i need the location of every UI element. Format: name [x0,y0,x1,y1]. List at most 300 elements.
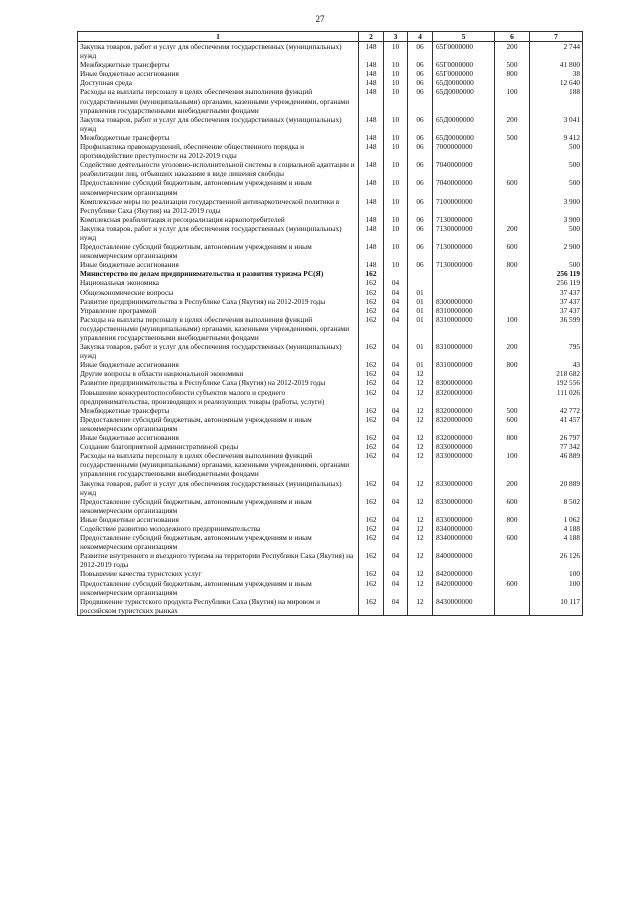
row-csr-cell: 8420000000 [433,569,495,578]
row-name-cell: Межбюджетные трансферты [78,133,359,142]
table-row [78,297,583,306]
row-rz-cell: 04 [384,433,408,442]
row-gr-cell: 162 [359,342,384,360]
row-name-cell: Продвижение туристского продукта Республики Саха (Якутия) на мировом и российском туристских рынках [78,597,359,616]
row-sum-cell: 256 119 [530,269,583,278]
row-gr-cell: 162 [359,479,384,497]
row-csr-cell: 8320000000 [433,415,495,433]
row-gr-cell: 148 [359,160,384,178]
row-gr-cell: 148 [359,60,384,69]
row-name-cell: Предоставление субсидий бюджетным, автономным учреждениям и иным некоммерческим организациям [78,533,359,551]
row-csr-cell: 8330000000 [433,442,495,451]
row-rz-cell: 10 [384,178,408,196]
row-name-cell: Предоставление субсидий бюджетным, автономным учреждениям и иным некоммерческим организациям [78,497,359,515]
row-name-cell: Иные бюджетные ассигнования [78,69,359,78]
row-csr-cell: 7040000000 [433,178,495,196]
row-name-cell: Повышение качества туристских услуг [78,569,359,578]
row-pr-cell: 12 [408,415,433,433]
table-row [78,42,583,61]
row-sum-cell: 12 640 [530,78,583,87]
row-csr-cell: 8430000000 [433,597,495,616]
row-name-cell: Предоставление субсидий бюджетным, автономным учреждениям и иным некоммерческим организациям [78,579,359,597]
header-cell: 7 [530,32,583,42]
row-gr-cell: 162 [359,569,384,578]
row-gr-cell: 162 [359,433,384,442]
row-pr-cell: 01 [408,297,433,306]
row-name-cell: Профилактика правонарушений, обеспечение общественного порядка и противодействие преступности на 2012-2019 годы [78,142,359,160]
row-csr-cell: 8330000000 [433,515,495,524]
row-name-cell: Расходы на выплаты персоналу в целях обеспечения выполнения функций государственными (муниципальными) органами, казенными учреждениями, органами управления государственными внебюджетными фондами [78,451,359,478]
row-pr-cell: 12 [408,551,433,569]
row-pr-cell: 01 [408,306,433,315]
row-csr-cell: 65Г0000000 [433,42,495,61]
row-rz-cell: 04 [384,297,408,306]
row-pr-cell: 12 [408,378,433,387]
table-row [78,278,583,287]
row-pr-cell: 06 [408,242,433,260]
row-vr-cell [495,388,530,406]
table-row [78,388,583,406]
row-sum-cell: 218 682 [530,369,583,378]
row-vr-cell: 500 [495,60,530,69]
row-vr-cell: 800 [495,69,530,78]
table-row [78,306,583,315]
header-cell: 2 [359,32,384,42]
row-rz-cell: 04 [384,342,408,360]
row-pr-cell [408,278,433,287]
row-vr-cell [495,442,530,451]
row-gr-cell: 162 [359,497,384,515]
row-vr-cell [495,378,530,387]
row-sum-cell: 26 126 [530,551,583,569]
row-gr-cell: 148 [359,78,384,87]
row-pr-cell: 06 [408,115,433,133]
row-gr-cell: 148 [359,142,384,160]
header-row [78,32,583,42]
row-sum-cell: 20 889 [530,479,583,497]
row-sum-cell: 37 437 [530,288,583,297]
row-csr-cell: 7130000000 [433,215,495,224]
row-sum-cell: 77 342 [530,442,583,451]
row-vr-cell: 200 [495,115,530,133]
row-csr-cell: 7130000000 [433,242,495,260]
row-csr-cell: 65Г0000000 [433,69,495,78]
row-name-cell: Предоставление субсидий бюджетным, автономным учреждениям и иным некоммерческим организациям [78,242,359,260]
table-row [78,288,583,297]
row-sum-cell: 38 [530,69,583,78]
table-row [78,406,583,415]
row-vr-cell [495,551,530,569]
row-name-cell: Развитие предпринимательства в Республике Саха (Якутия) на 2012-2019 годы [78,297,359,306]
row-gr-cell: 148 [359,87,384,114]
row-sum-cell: 500 [530,178,583,196]
table-row [78,78,583,87]
table-row [78,87,583,114]
row-pr-cell: 01 [408,315,433,342]
row-name-cell: Иные бюджетные ассигнования [78,360,359,369]
row-vr-cell: 100 [495,451,530,478]
row-sum-cell: 100 [530,569,583,578]
header-cell: 6 [495,32,530,42]
row-vr-cell: 100 [495,87,530,114]
row-pr-cell: 06 [408,142,433,160]
row-pr-cell: 12 [408,479,433,497]
row-pr-cell: 12 [408,579,433,597]
row-vr-cell [495,215,530,224]
row-csr-cell: 8300000000 [433,378,495,387]
row-rz-cell: 10 [384,60,408,69]
row-rz-cell: 10 [384,215,408,224]
row-pr-cell: 12 [408,433,433,442]
row-pr-cell: 12 [408,497,433,515]
row-vr-cell [495,297,530,306]
row-pr-cell: 12 [408,597,433,616]
table-row [78,260,583,269]
row-sum-cell: 192 556 [530,378,583,387]
row-gr-cell: 148 [359,215,384,224]
row-vr-cell: 600 [495,415,530,433]
row-csr-cell: 8400000000 [433,551,495,569]
row-rz-cell: 10 [384,78,408,87]
row-vr-cell: 500 [495,406,530,415]
header-cell: 5 [433,32,495,42]
row-pr-cell: 06 [408,60,433,69]
row-rz-cell: 04 [384,415,408,433]
row-rz-cell: 04 [384,315,408,342]
row-name-cell: Закупка товаров, работ и услуг для обеспечения государственных (муниципальных) нужд [78,42,359,61]
row-name-cell: Иные бюджетные ассигнования [78,515,359,524]
row-name-cell: Управление программой [78,306,359,315]
row-rz-cell: 04 [384,497,408,515]
table-row [78,133,583,142]
row-sum-cell: 111 026 [530,388,583,406]
row-gr-cell: 162 [359,406,384,415]
row-pr-cell: 12 [408,515,433,524]
row-csr-cell: 65Д0000000 [433,78,495,87]
row-gr-cell: 162 [359,315,384,342]
row-sum-cell: 500 [530,160,583,178]
table-row [78,360,583,369]
row-gr-cell: 162 [359,360,384,369]
row-gr-cell: 148 [359,260,384,269]
row-csr-cell: 8320000000 [433,406,495,415]
row-gr-cell: 162 [359,515,384,524]
row-pr-cell: 06 [408,42,433,61]
row-sum-cell: 42 772 [530,406,583,415]
row-rz-cell: 10 [384,224,408,242]
row-vr-cell: 200 [495,224,530,242]
row-rz-cell: 04 [384,515,408,524]
row-pr-cell: 06 [408,133,433,142]
row-name-cell: Содействие деятельности уголовно-исполнительной системы в социальной адаптации и реабилитации лиц, отбывших наказание в виде лишения свободы [78,160,359,178]
row-name-cell: Создание благоприятной административной среды [78,442,359,451]
row-gr-cell: 148 [359,178,384,196]
page-number: 27 [315,14,325,24]
table-row [78,369,583,378]
row-name-cell: Развитие внутреннего и въездного туризма на территории Республики Саха (Якутия) на 2012-2019 годы [78,551,359,569]
row-vr-cell [495,142,530,160]
row-gr-cell: 162 [359,524,384,533]
row-gr-cell: 162 [359,369,384,378]
row-csr-cell: 8310000000 [433,342,495,360]
row-name-cell: Расходы на выплаты персоналу в целях обеспечения выполнения функций государственными (муниципальными) органами, казенными учреждениями, органами управления государственными внебюджетными фондами [78,87,359,114]
row-pr-cell: 01 [408,360,433,369]
row-name-cell: Закупка товаров, работ и услуг для обеспечения государственных (муниципальных) нужд [78,115,359,133]
header-cell: 4 [408,32,433,42]
table-row [78,69,583,78]
table-row [78,533,583,551]
row-sum-cell: 500 [530,260,583,269]
row-gr-cell: 162 [359,442,384,451]
table-row [78,442,583,451]
table-row [78,269,583,278]
table-row [78,597,583,616]
row-csr-cell: 8330000000 [433,451,495,478]
row-rz-cell: 04 [384,278,408,287]
table-row [78,415,583,433]
row-pr-cell: 06 [408,160,433,178]
row-rz-cell: 04 [384,360,408,369]
row-vr-cell: 200 [495,42,530,61]
table-row [78,160,583,178]
row-vr-cell: 800 [495,260,530,269]
row-name-cell: Доступная среда [78,78,359,87]
row-rz-cell: 04 [384,369,408,378]
row-vr-cell: 800 [495,360,530,369]
table-row [78,142,583,160]
row-csr-cell [433,269,495,278]
row-gr-cell: 162 [359,533,384,551]
row-gr-cell: 162 [359,306,384,315]
row-rz-cell: 04 [384,579,408,597]
row-name-cell: Закупка товаров, работ и услуг для обеспечения государственных (муниципальных) нужд [78,224,359,242]
row-vr-cell [495,78,530,87]
row-sum-cell: 188 [530,87,583,114]
row-pr-cell: 01 [408,288,433,297]
row-vr-cell: 200 [495,479,530,497]
row-sum-cell: 500 [530,224,583,242]
row-gr-cell: 162 [359,451,384,478]
row-sum-cell: 256 119 [530,278,583,287]
row-sum-cell: 41 457 [530,415,583,433]
row-rz-cell: 10 [384,42,408,61]
row-csr-cell: 8310000000 [433,360,495,369]
row-csr-cell: 8310000000 [433,306,495,315]
table-row [78,342,583,360]
row-vr-cell [495,369,530,378]
table-row [78,569,583,578]
row-rz-cell: 10 [384,69,408,78]
row-name-cell: Иные бюджетные ассигнования [78,260,359,269]
row-csr-cell: 7130000000 [433,260,495,269]
row-rz-cell: 10 [384,260,408,269]
row-rz-cell: 10 [384,142,408,160]
row-rz-cell: 04 [384,569,408,578]
row-vr-cell: 500 [495,133,530,142]
row-vr-cell: 200 [495,342,530,360]
row-sum-cell: 1 062 [530,515,583,524]
table-body [78,42,583,616]
table-row [78,451,583,478]
row-gr-cell: 162 [359,378,384,387]
row-gr-cell: 148 [359,133,384,142]
row-name-cell: Другие вопросы в области национальной экономики [78,369,359,378]
row-gr-cell: 162 [359,551,384,569]
row-gr-cell: 148 [359,224,384,242]
row-name-cell: Министерство по делам предпринимательства и развития туризма РС(Я) [78,269,359,278]
row-sum-cell: 41 800 [530,60,583,69]
row-sum-cell: 3 041 [530,115,583,133]
row-csr-cell: 8340000000 [433,533,495,551]
table-row [78,433,583,442]
row-rz-cell: 10 [384,242,408,260]
row-csr-cell: 65Г0000000 [433,60,495,69]
row-gr-cell: 162 [359,597,384,616]
row-rz-cell: 10 [384,133,408,142]
row-name-cell: Расходы на выплаты персоналу в целях обеспечения выполнения функций государственными (муниципальными) органами, казенными учреждениями, органами управления государственными внебюджетными фондами [78,315,359,342]
row-vr-cell: 600 [495,497,530,515]
row-csr-cell: 7100000000 [433,197,495,215]
row-sum-cell: 8 502 [530,497,583,515]
row-sum-cell: 43 [530,360,583,369]
table-row [78,242,583,260]
row-csr-cell: 65Д0000000 [433,87,495,114]
table-row [78,378,583,387]
row-pr-cell: 12 [408,442,433,451]
row-vr-cell [495,269,530,278]
row-name-cell: Закупка товаров, работ и услуг для обеспечения государственных (муниципальных) нужд [78,479,359,497]
row-vr-cell [495,288,530,297]
row-csr-cell [433,369,495,378]
row-gr-cell: 162 [359,297,384,306]
row-sum-cell: 2 744 [530,42,583,61]
table-row [78,178,583,196]
row-csr-cell: 8330000000 [433,479,495,497]
row-rz-cell: 04 [384,442,408,451]
row-rz-cell: 04 [384,479,408,497]
row-sum-cell: 795 [530,342,583,360]
row-csr-cell: 65Д0000000 [433,115,495,133]
row-pr-cell: 12 [408,388,433,406]
row-pr-cell: 01 [408,342,433,360]
row-name-cell: Комплексная реабилитация и ресоциализация наркопотребителей [78,215,359,224]
table-row [78,197,583,215]
row-pr-cell: 12 [408,369,433,378]
row-sum-cell: 9 412 [530,133,583,142]
row-csr-cell: 65Д0000000 [433,133,495,142]
row-rz-cell: 04 [384,288,408,297]
row-sum-cell: 4 188 [530,524,583,533]
row-name-cell: Развитие предпринимательства в Республике Саха (Якутия) на 2012-2019 годы [78,378,359,387]
row-sum-cell: 10 117 [530,597,583,616]
row-rz-cell: 10 [384,160,408,178]
row-gr-cell: 148 [359,42,384,61]
row-csr-cell: 8420000000 [433,579,495,597]
budget-table [77,31,583,616]
row-vr-cell: 800 [495,515,530,524]
row-rz-cell: 10 [384,197,408,215]
row-rz-cell: 04 [384,406,408,415]
row-name-cell: Общеэкономические вопросы [78,288,359,297]
row-gr-cell: 162 [359,278,384,287]
row-csr-cell: 8320000000 [433,433,495,442]
row-pr-cell: 06 [408,178,433,196]
row-gr-cell: 162 [359,288,384,297]
row-sum-cell: 37 437 [530,306,583,315]
row-rz-cell: 04 [384,533,408,551]
row-gr-cell: 162 [359,269,384,278]
row-vr-cell [495,160,530,178]
row-rz-cell: 10 [384,115,408,133]
row-pr-cell [408,269,433,278]
row-vr-cell [495,197,530,215]
row-csr-cell [433,288,495,297]
row-rz-cell: 04 [384,378,408,387]
row-csr-cell: 8300000000 [433,297,495,306]
row-csr-cell: 8330000000 [433,497,495,515]
table-row [78,224,583,242]
row-gr-cell: 162 [359,579,384,597]
row-sum-cell: 3 900 [530,197,583,215]
row-csr-cell: 7130000000 [433,224,495,242]
row-csr-cell: 7040000000 [433,160,495,178]
row-sum-cell: 37 437 [530,297,583,306]
row-vr-cell [495,278,530,287]
table-row [78,315,583,342]
row-pr-cell: 06 [408,69,433,78]
row-pr-cell: 06 [408,215,433,224]
row-gr-cell: 148 [359,242,384,260]
row-gr-cell: 162 [359,415,384,433]
row-pr-cell: 06 [408,197,433,215]
row-rz-cell: 04 [384,551,408,569]
row-vr-cell [495,569,530,578]
row-csr-cell: 8310000000 [433,315,495,342]
row-pr-cell: 06 [408,78,433,87]
row-name-cell: Национальная экономика [78,278,359,287]
table-row [78,497,583,515]
row-vr-cell [495,597,530,616]
table-row [78,524,583,533]
row-name-cell: Иные бюджетные ассигнования [78,433,359,442]
row-name-cell: Содействие развитию молодежного предпринимательства [78,524,359,533]
row-vr-cell: 600 [495,533,530,551]
row-name-cell: Повышение конкурентоспособности субъектов малого и среднего предпринимательства, производящих и реализующих товары (работы, услуги) [78,388,359,406]
table-row [78,115,583,133]
row-sum-cell: 100 [530,579,583,597]
row-sum-cell: 3 900 [530,215,583,224]
row-rz-cell: 04 [384,524,408,533]
table-row [78,579,583,597]
row-vr-cell: 600 [495,579,530,597]
table-row [78,60,583,69]
row-rz-cell [384,269,408,278]
row-pr-cell: 06 [408,224,433,242]
header-cell: 1 [78,32,359,42]
row-csr-cell: 8340000000 [433,524,495,533]
row-gr-cell: 148 [359,197,384,215]
table-row [78,215,583,224]
row-vr-cell: 600 [495,178,530,196]
row-name-cell: Межбюджетные трансферты [78,406,359,415]
table-row [78,515,583,524]
table-row [78,479,583,497]
row-name-cell: Межбюджетные трансферты [78,60,359,69]
row-pr-cell: 06 [408,87,433,114]
row-rz-cell: 04 [384,451,408,478]
row-gr-cell: 162 [359,388,384,406]
row-sum-cell: 36 599 [530,315,583,342]
